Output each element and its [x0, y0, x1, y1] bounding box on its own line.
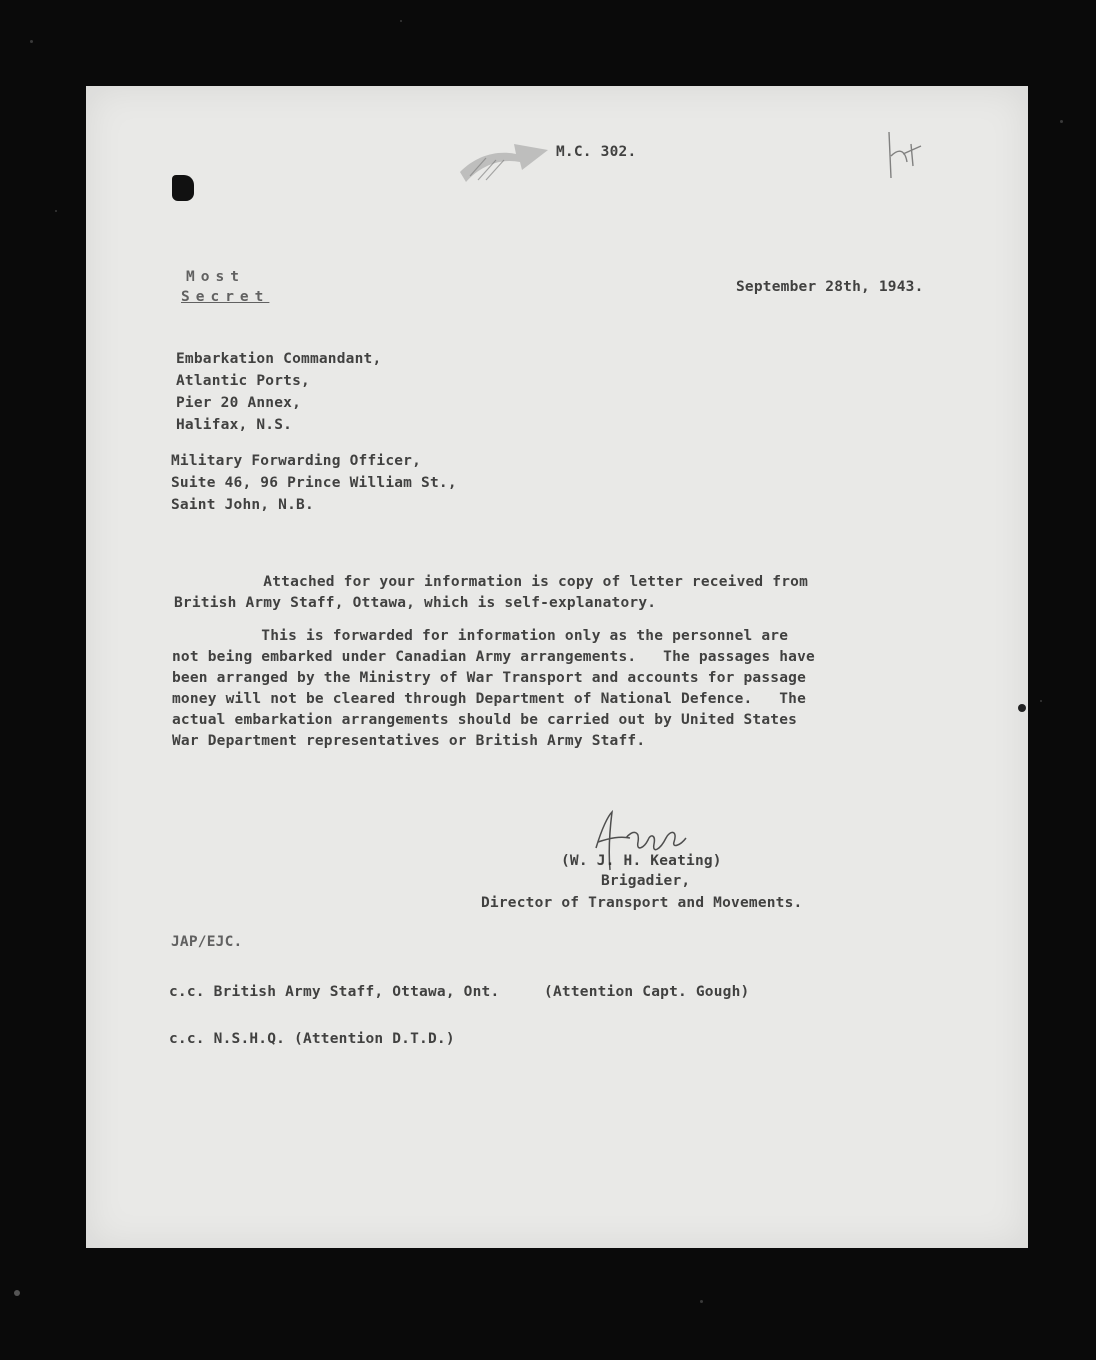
- film-speck: [700, 1300, 703, 1303]
- signatory-title: Director of Transport and Movements.: [481, 895, 803, 911]
- paragraph2-line1: This is forwarded for information only as the personnel are: [172, 628, 789, 644]
- film-speck: [1040, 700, 1042, 702]
- film-speck: [14, 1290, 20, 1296]
- body-paragraph-2: [172, 626, 815, 752]
- signatory-name: (W. J. H. Keating): [561, 853, 722, 869]
- film-speck: [30, 40, 33, 43]
- paragraph2-line6: War Department representatives or British Army Staff.: [172, 733, 646, 749]
- film-speck: [1060, 120, 1063, 123]
- addressee-block-1: [176, 348, 381, 436]
- paragraph2-line3: been arranged by the Ministry of War Transport and accounts for passage: [172, 670, 807, 686]
- addressee-block-2: [171, 450, 457, 516]
- addressee2-line3: Saint John, N.B.: [171, 497, 314, 513]
- paragraph1-line1: Attached for your information is copy of letter received from: [174, 574, 809, 590]
- addressee1-line4: Halifax, N.S.: [176, 417, 293, 433]
- paragraph1-line2: British Army Staff, Ottawa, which is self-explanatory.: [174, 595, 657, 611]
- letter-date: September 28th, 1943.: [736, 279, 924, 295]
- film-speck: [400, 20, 402, 22]
- paragraph2-line2: not being embarked under Canadian Army arrangements. The passages have: [172, 649, 815, 665]
- letter-page: [86, 86, 1028, 1248]
- punch-hole: [172, 175, 194, 201]
- signatory-rank: Brigadier,: [601, 873, 691, 889]
- typist-initials: JAP/EJC.: [171, 934, 243, 950]
- addressee2-line2: Suite 46, 96 Prince William St.,: [171, 475, 457, 491]
- film-speck: [55, 210, 57, 212]
- classification-line1: Most: [186, 269, 245, 285]
- paragraph2-line4: money will not be cleared through Department of National Defence. The: [172, 691, 807, 707]
- handwritten-mark-icon: [881, 126, 931, 186]
- addressee1-line3: Pier 20 Annex,: [176, 395, 302, 411]
- reference-number: M.C. 302.: [556, 144, 637, 160]
- margin-mark: [1018, 704, 1026, 712]
- body-paragraph-1: [174, 572, 808, 614]
- arrow-stamp-icon: [456, 136, 552, 188]
- addressee2-line1: Military Forwarding Officer,: [171, 453, 422, 469]
- carbon-copy-1: c.c. British Army Staff, Ottawa, Ont. (Attention Capt. Gough): [169, 984, 750, 1000]
- addressee1-line1: Embarkation Commandant,: [176, 351, 382, 367]
- addressee1-line2: Atlantic Ports,: [176, 373, 310, 389]
- carbon-copy-2: c.c. N.S.H.Q. (Attention D.T.D.): [169, 1031, 455, 1047]
- classification-line2: Secret: [181, 289, 270, 305]
- paragraph2-line5: actual embarkation arrangements should be carried out by United States: [172, 712, 798, 728]
